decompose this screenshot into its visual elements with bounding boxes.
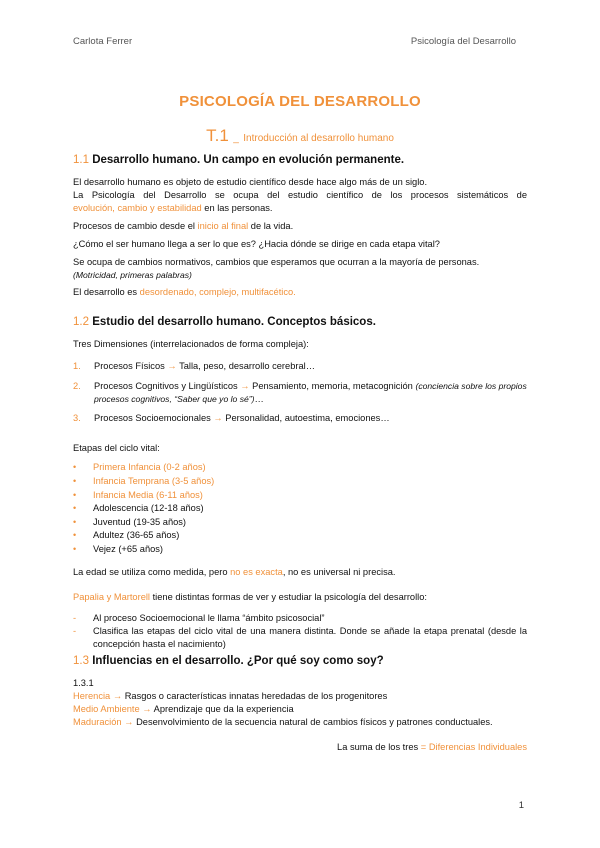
list-item <box>73 412 527 425</box>
text: Procesos de cambio desde el <box>73 221 198 232</box>
paragraph <box>73 202 527 215</box>
papalia-list <box>73 612 527 651</box>
item-note: (conciencia sobre los propios procesos cognitivos, “Saber que yo lo sé”) <box>94 381 527 404</box>
highlight: inicio al final <box>197 221 249 232</box>
paragraph: La Psicología del Desarrollo se ocupa del estudio científico de los procesos sistemáticos de <box>73 190 527 201</box>
header-course: Psicología del Desarrollo <box>410 36 516 47</box>
item-desc: Personalidad, autoestima, emociones… <box>225 413 390 424</box>
section-number: 1.2 <box>73 316 89 328</box>
arrow-icon: → <box>240 381 250 392</box>
section-number: 1.1 <box>73 154 89 166</box>
item-label: Herencia <box>73 691 111 702</box>
topic-subtitle <box>0 126 600 146</box>
text: , no es universal ni precisa. <box>282 566 396 577</box>
paragraph <box>73 220 527 233</box>
influence-item <box>73 716 527 729</box>
arrow-icon: → <box>112 691 123 702</box>
sum-line <box>73 741 527 754</box>
page-number: 1 <box>518 800 524 811</box>
item-desc: Pensamiento, memoria, metacognición <box>252 381 413 392</box>
section-title: Estudio del desarrollo humano. Conceptos básicos. <box>92 316 376 328</box>
item-number: 1. <box>73 361 81 372</box>
paragraph: Tres Dimensiones (interrelacionados de forma compleja): <box>73 339 309 350</box>
arrow-icon: → <box>167 361 177 372</box>
item-tail: … <box>254 393 264 404</box>
list-item: - Al proceso Socioemocional le llama “ámbito psicosocial” <box>73 612 527 625</box>
item-label: Medio Ambiente <box>73 704 140 715</box>
section-1-3-heading <box>73 653 527 669</box>
highlight: evolución, cambio y estabilidad <box>73 203 202 214</box>
topic-separator: _ <box>233 133 239 144</box>
text: de la vida. <box>248 221 294 232</box>
arrow-icon: → <box>142 704 152 715</box>
section-1-2-heading <box>73 314 527 330</box>
paragraph: Se ocupa de cambios normativos, cambios que esperamos que ocurran a la mayoría de personas. <box>73 257 480 268</box>
dimensions-list <box>73 360 527 425</box>
section-title: Desarrollo humano. Un campo en evolución permanente. <box>92 154 405 166</box>
arrow-icon: → <box>213 413 223 424</box>
item-label: Maduración <box>73 717 122 728</box>
section-1-2 <box>73 314 527 651</box>
topic-number: T.1 <box>206 126 229 145</box>
section-1-1 <box>73 152 527 299</box>
subsection-number: 1.3.1 <box>73 678 94 689</box>
list-item <box>73 380 527 405</box>
list-item: • Vejez (+65 años) <box>73 543 527 557</box>
item-label: Procesos Físicos <box>94 361 165 372</box>
item-desc: Talla, peso, desarrollo cerebral… <box>179 361 315 372</box>
item-desc: Desenvolvimiento de la secuencia natural de cambios físicos y patrones conductuales. <box>136 717 493 728</box>
highlight: desordenado, complejo, multifacético. <box>139 287 296 298</box>
list-item: • Primera Infancia (0-2 años) <box>73 461 527 475</box>
text: La edad se utiliza como medida, pero <box>73 566 231 577</box>
influence-item <box>73 690 527 703</box>
paragraph: Etapas del ciclo vital: <box>73 443 160 454</box>
list-item: - Clasifica las etapas del ciclo vital de una manera distinta. Donde se añade la etapa prenatal (desde la concepción hasta el nacimiento) <box>73 625 527 651</box>
list-item: • Adultez (36-65 años) <box>73 529 527 543</box>
list-item: • Infancia Media (6-11 años) <box>73 489 527 503</box>
list-item: • Infancia Temprana (3-5 años) <box>73 475 527 489</box>
text: tiene distintas formas de ver y estudiar la psicología del desarrollo: <box>150 591 427 602</box>
document-title: PSICOLOGÍA DEL DESARROLLO <box>179 93 421 110</box>
text: El desarrollo es <box>73 287 140 298</box>
section-1-1-heading <box>73 152 527 168</box>
note: (Motricidad, primeras palabras) <box>73 270 192 281</box>
topic-title: Introducción al desarrollo humano <box>243 133 394 144</box>
item-label: Procesos Socioemocionales <box>94 413 211 424</box>
item-desc: Aprendizaje que da la experiencia <box>153 704 294 715</box>
list-item <box>73 360 527 373</box>
text: La suma de los tres <box>337 742 419 753</box>
item-number: 2. <box>73 381 81 392</box>
influence-item <box>73 703 527 716</box>
paragraph <box>73 286 527 299</box>
highlight: Diferencias Individuales <box>428 742 527 753</box>
highlight: no es exacta <box>230 566 283 577</box>
section-title: Influencias en el desarrollo. ¿Por qué soy como soy? <box>92 655 384 667</box>
life-stages-list <box>73 461 527 556</box>
equals-icon: = <box>420 742 427 753</box>
header-author: Carlota Ferrer <box>73 36 133 47</box>
highlight: Papalia y Martorell <box>73 591 150 602</box>
item-label: Procesos Cognitivos y Lingüísticos <box>94 381 238 392</box>
item-number: 3. <box>73 413 81 424</box>
text: en las personas. <box>201 203 273 214</box>
list-item: • Adolescencia (12-18 años) <box>73 502 527 516</box>
paragraph: El desarrollo humano es objeto de estudio científico desde hace algo más de un siglo. <box>73 177 428 188</box>
paragraph: ¿Cómo el ser humano llega a ser lo que es? ¿Hacia dónde se dirige en cada etapa vital? <box>73 239 440 250</box>
list-item: • Juventud (19-35 años) <box>73 516 527 530</box>
paragraph <box>73 566 527 579</box>
section-number: 1.3 <box>73 655 89 667</box>
section-1-3 <box>73 653 527 754</box>
paragraph <box>73 591 527 604</box>
arrow-icon: → <box>124 717 134 728</box>
item-desc: Rasgos o características innatas heredadas de los progenitores <box>124 691 388 702</box>
